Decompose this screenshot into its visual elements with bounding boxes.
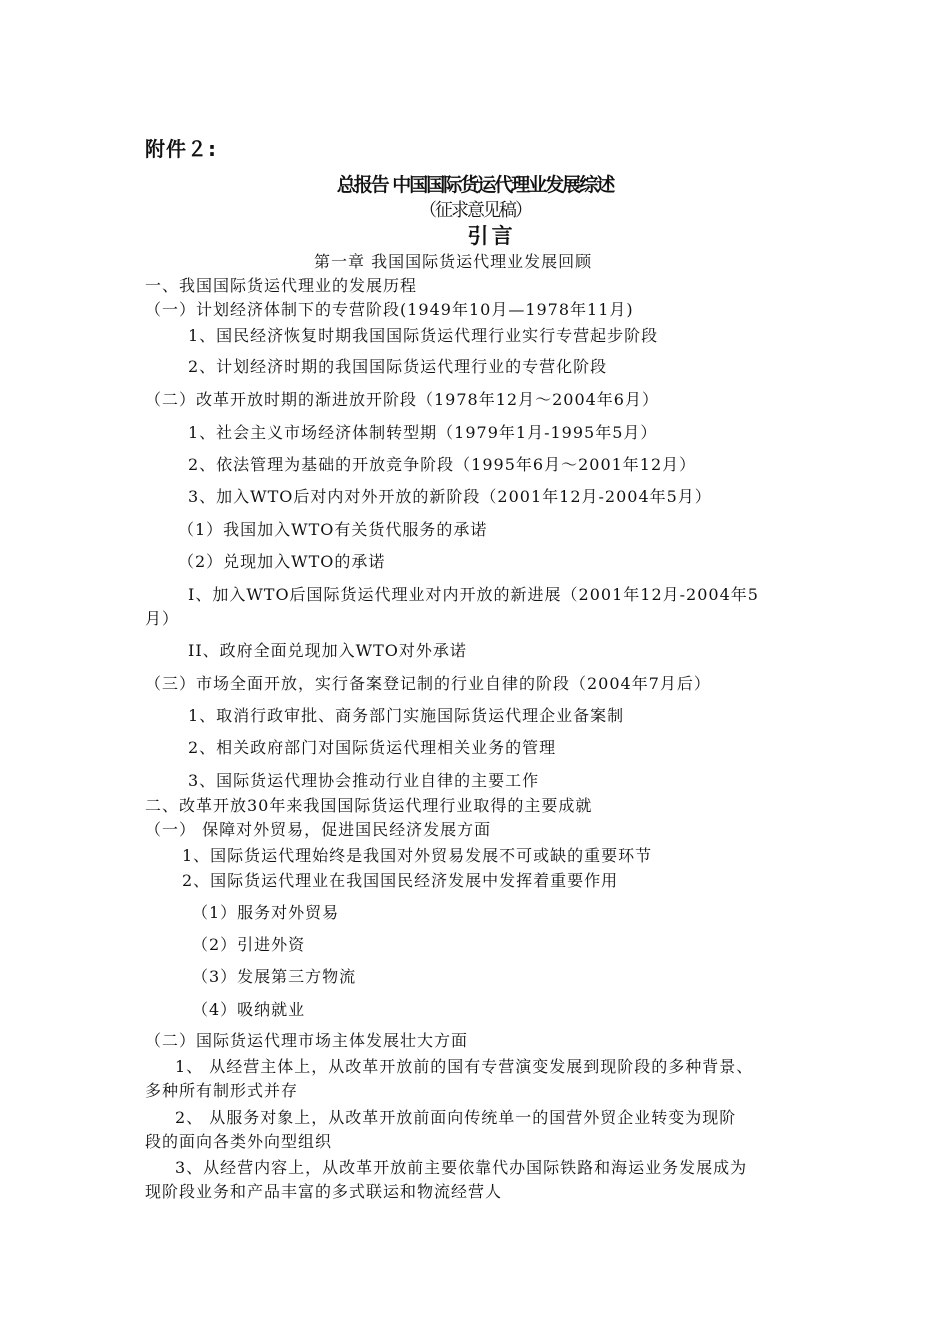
list-item-continuation: 段的面向各类外向型组织 [145,1132,333,1151]
document-title: 总报告 中国国际货运代理业发展综述 [336,174,614,196]
list-item: 3、国际货运代理协会推动行业自律的主要工作 [188,771,540,790]
subsection-1-1: （一）计划经济体制下的专营阶段(1949年10月—1978年11月) [145,300,634,319]
list-item: 1、国民经济恢复时期我国国际货运代理行业实行专营起步阶段 [188,326,659,345]
section-2-heading: 二、改革开放30年来我国国际货运代理行业取得的主要成就 [145,796,593,815]
list-item: （1）服务对外贸易 [192,903,340,922]
list-item: （1）我国加入WTO有关货代服务的承诺 [178,520,488,539]
list-item: （2）兑现加入WTO的承诺 [178,552,386,571]
list-item: 3、从经营内容上，从改革开放前主要依靠代办国际铁路和海运业务发展成为 [175,1158,748,1177]
list-item: 2、依法管理为基础的开放竞争阶段（1995年6月～2001年12月） [188,455,697,474]
list-item: 1、 从经营主体上，从改革开放前的国有专营演变发展到现阶段的多种背景、 [175,1057,754,1076]
list-item-continuation: 月） [145,609,180,628]
list-item: （3）发展第三方物流 [192,967,357,986]
list-item: （2）引进外资 [192,935,306,954]
chapter-heading: 第一章 我国国际货运代理业发展回顾 [314,252,593,271]
list-item: II、政府全面兑现加入WTO对外承诺 [188,641,467,660]
list-item: 2、国际货运代理业在我国国民经济发展中发挥着重要作用 [182,871,619,890]
subsection-1-2: （二）改革开放时期的渐进放开阶段（1978年12月～2004年6月） [145,390,659,409]
list-item: 2、 从服务对象上，从改革开放前面向传统单一的国营外贸企业转变为现阶 [175,1108,737,1127]
list-item-continuation: 多种所有制形式并存 [145,1081,299,1100]
list-item-continuation: 现阶段业务和产品丰富的多式联运和物流经营人 [145,1182,503,1201]
section-1-heading: 一、我国国际货运代理业的发展历程 [145,276,418,295]
list-item: 1、取消行政审批、商务部门实施国际货运代理企业备案制 [188,706,625,725]
list-item: I、加入WTO后国际货运代理业对内开放的新进展（2001年12月-2004年5 [188,585,759,604]
list-item: 1、社会主义市场经济体制转型期（1979年1月-1995年5月） [188,423,658,442]
subsection-1-3: （三）市场全面开放，实行备案登记制的行业自律的阶段（2004年7月后） [145,674,711,693]
document-subtitle: （征求意见稿） [419,200,531,221]
subsection-2-2: （二）国际货运代理市场主体发展壮大方面 [145,1031,469,1050]
subsection-2-1: （一） 保障对外贸易，促进国民经济发展方面 [145,820,492,839]
list-item: （4）吸纳就业 [192,1000,306,1019]
list-item: 1、国际货运代理始终是我国对外贸易发展不可或缺的重要环节 [182,846,653,865]
attachment-label: 附件２: [145,137,217,161]
list-item: 2、相关政府部门对国际货运代理相关业务的管理 [188,738,557,757]
list-item: 2、计划经济时期的我国国际货运代理行业的专营化阶段 [188,357,608,376]
list-item: 3、加入WTO后对内对外开放的新阶段（2001年12月-2004年5月） [188,487,712,506]
section-heading: 引 言 [467,224,511,248]
